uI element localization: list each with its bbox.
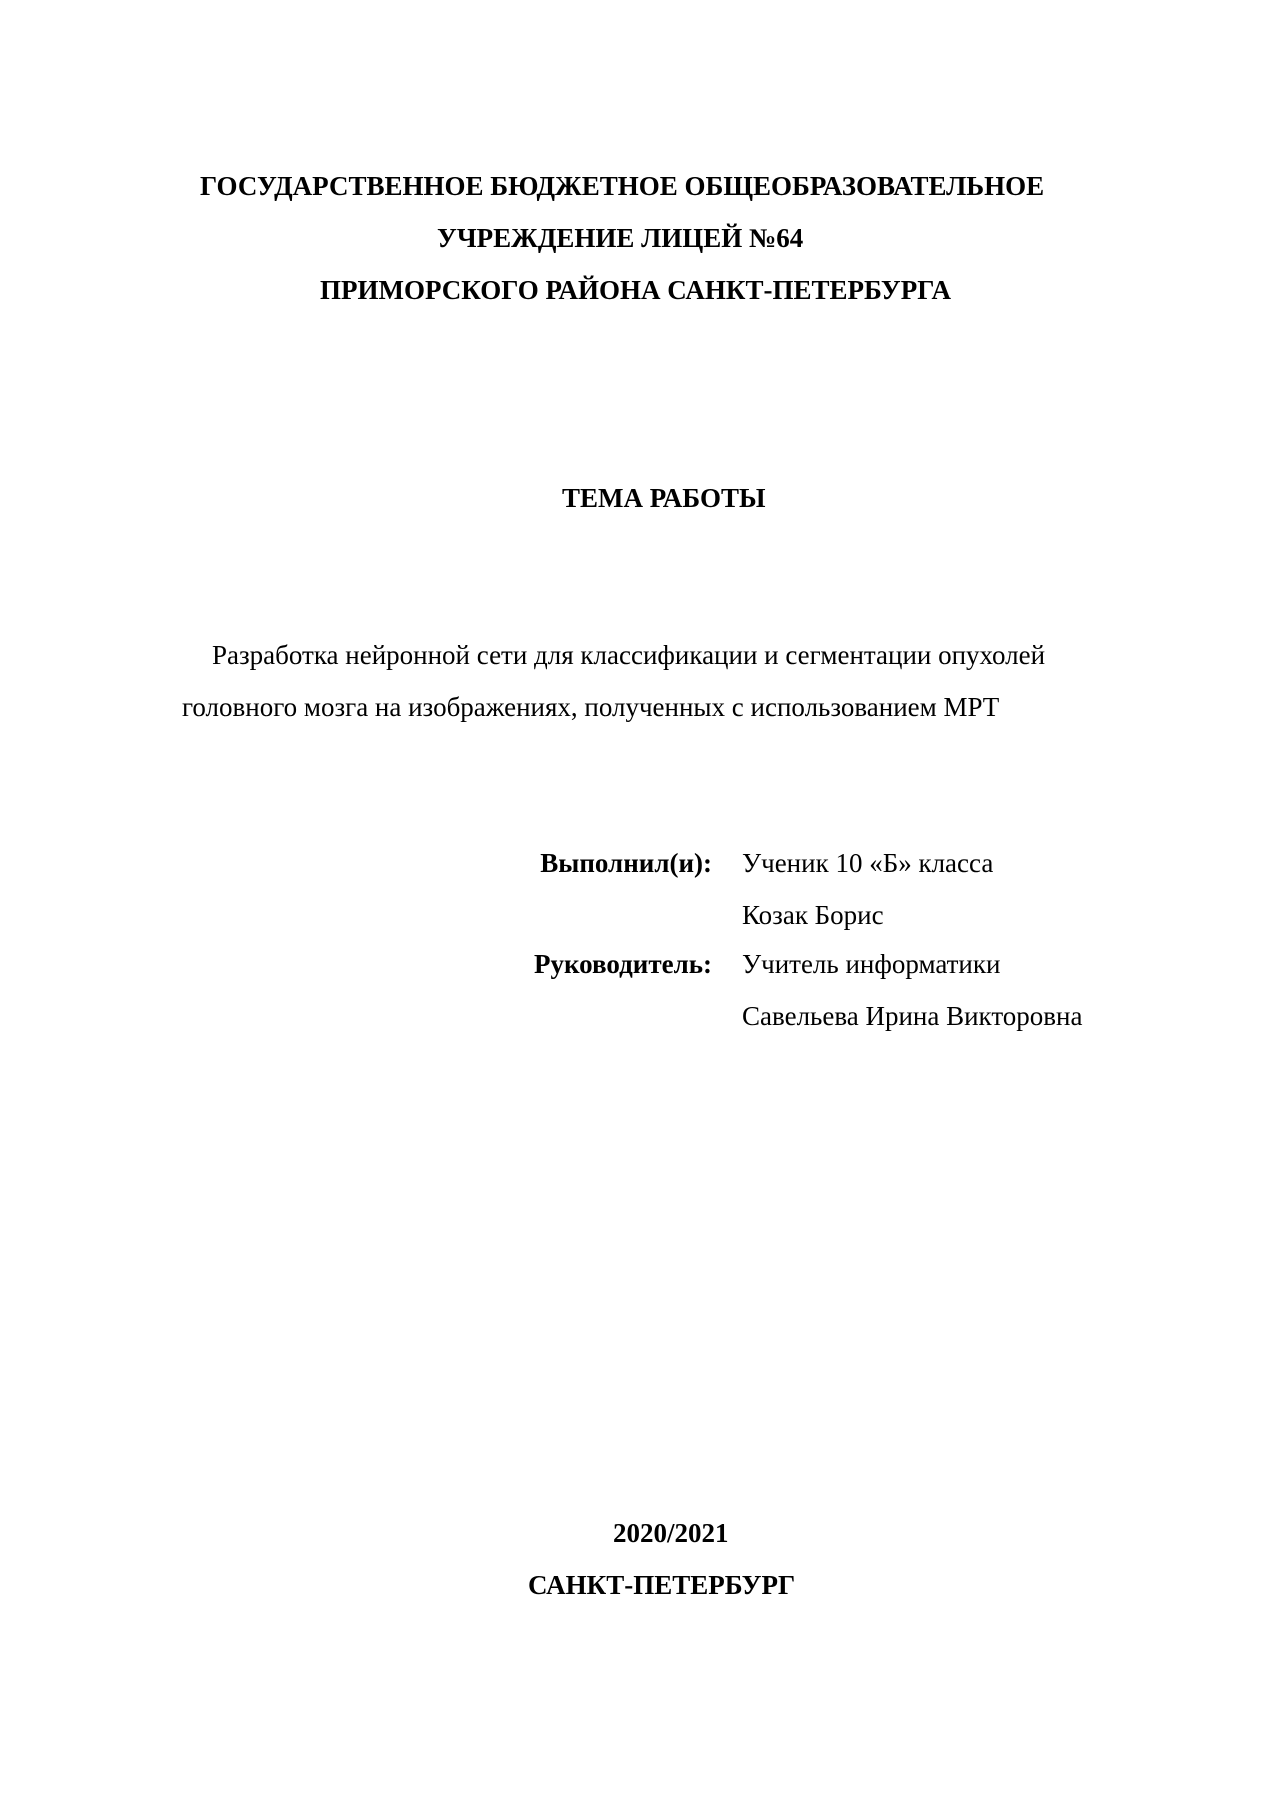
institution-line-3: ПРИМОРСКОГО РАЙОНА САНКТ-ПЕТЕРБУРГА (320, 275, 951, 305)
performer-label: Выполнил(и): (540, 848, 712, 878)
institution-line-2: УЧРЕЖДЕНИЕ ЛИЦЕЙ №64 (437, 223, 804, 253)
city: САНКТ-ПЕТЕРБУРГ (528, 1570, 796, 1600)
topic-title-line-1: Разработка нейронной сети для классификации и сегментации опухолей (212, 640, 1046, 670)
topic-title-line-2: головного мозга на изображениях, полученных с использованием МРТ (182, 692, 1000, 722)
topic-heading: ТЕМА РАБОТЫ (562, 483, 766, 513)
performer-class: Ученик 10 «Б» класса (742, 848, 994, 878)
academic-year: 2020/2021 (613, 1518, 729, 1548)
institution-line-1: ГОСУДАРСТВЕННОЕ БЮДЖЕТНОЕ ОБЩЕОБРАЗОВАТЕЛЬНОЕ (200, 171, 1045, 201)
supervisor-name: Савельева Ирина Викторовна (742, 1001, 1083, 1031)
performer-name: Козак Борис (742, 900, 884, 930)
supervisor-label: Руководитель: (533, 949, 712, 979)
supervisor-position: Учитель информатики (742, 949, 1001, 979)
